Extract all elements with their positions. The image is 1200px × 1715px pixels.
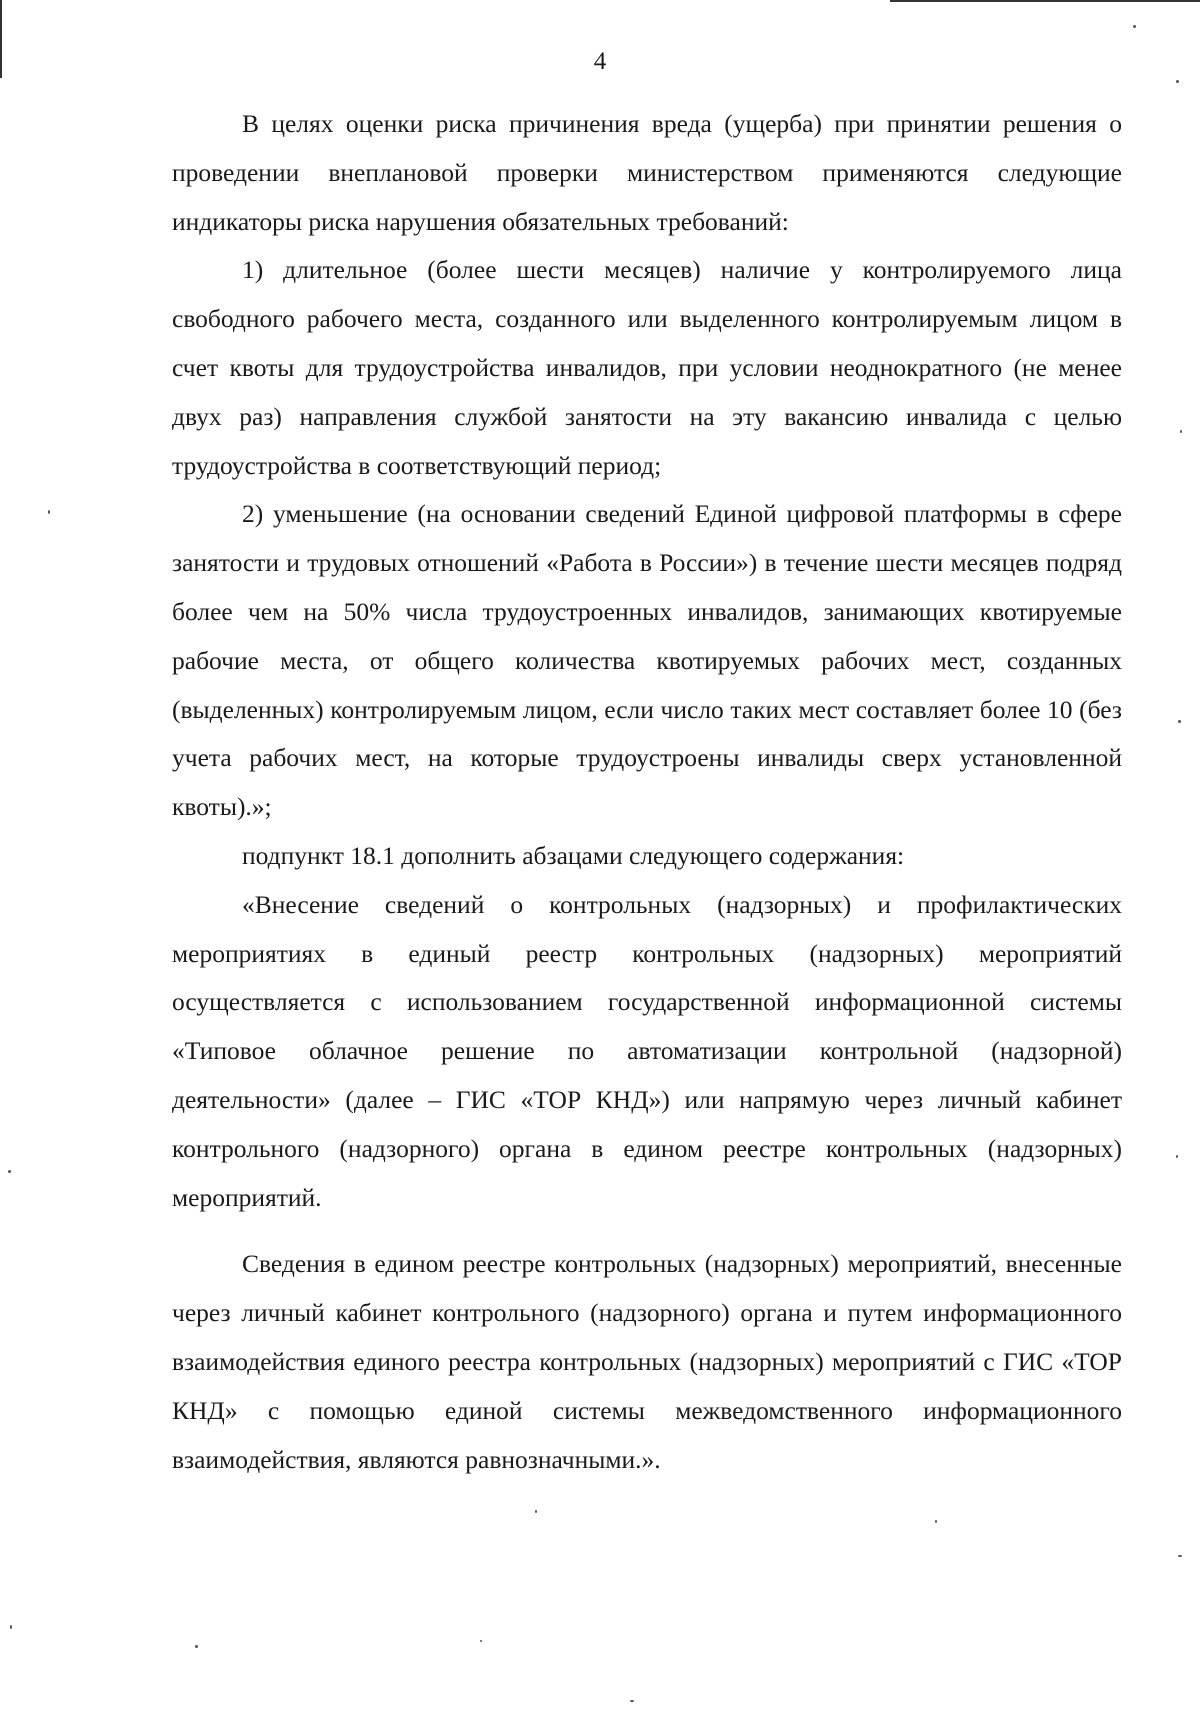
- scan-speck: [1176, 1155, 1178, 1158]
- scan-speck: [10, 1625, 12, 1629]
- scan-edge-top: [890, 0, 1200, 2]
- scan-speck: [935, 1520, 937, 1523]
- scan-speck: [8, 1170, 11, 1173]
- paragraph-equivalence: Сведения в едином реестре контрольных (надзорных) мероприятий, внесенные через личный кабинет контрольного (надзорного) органа и путем информационного взаимодействия единого реестра контрольных (надзорных) мероприятий с ГИС «ТОР КНД» с помощью единой системы межведомственного информационного взаимодействия, являются равнозначными.».: [172, 1249, 1122, 1474]
- scan-speck: [480, 1640, 482, 1642]
- scan-speck: [1180, 430, 1182, 433]
- scan-speck: [48, 510, 50, 514]
- scan-speck: [1178, 720, 1181, 723]
- scan-speck: [1133, 25, 1136, 28]
- document-body: [172, 100, 1122, 1484]
- page-number: 4: [593, 48, 607, 75]
- scan-speck: [535, 1510, 537, 1513]
- scan-speck: [630, 1700, 634, 1702]
- scan-speck: [1178, 1555, 1182, 1557]
- paragraph-registry-entry: «Внесение сведений о контрольных (надзорных) и профилактических мероприятиях в единый реестр контрольных (надзорных) мероприятий осуществляется с использованием государственной информационной системы «Типовое облачное решение по автоматизации контрольной (надзорной) деятельности» (далее – ГИС «ТОР КНД») или напрямую через личный кабинет контрольного (надзорного) органа в едином реестре контрольных (надзорных) мероприятий.: [172, 889, 1122, 1212]
- scan-speck: [1176, 80, 1179, 83]
- paragraph-indicator-1: 1) длительное (более шести месяцев) наличие у контролируемого лица свободного рабочего места, созданного или выделенного контролируемым лицом в счет квоты для трудоустройства инвалидов, при условии неоднократного (не менее двух раз) направления службой занятости на эту вакансию инвалида с целью трудоустройства в соответствующий период;: [172, 255, 1122, 480]
- paragraph-indicator-2: 2) уменьшение (на основании сведений Единой цифровой платформы в сфере занятости и трудовых отношений «Работа в России») в течение шести месяцев подряд более чем на 50% числа трудоустроенных инвалидов, занимающих квотируемые рабочие места, от общего количества квотируемых рабочих мест, созданных (выделенных) контролируемым лицом, если число таких мест составляет более 10 (без учета рабочих мест, на которые трудоустроены инвалиды сверх установленной квоты).»;: [172, 499, 1122, 822]
- paragraph-risk-indicators-intro: В целях оценки риска причинения вреда (ущерба) при принятии решения о проведении внеплановой проверки министерством применяются следующие индикаторы риска нарушения обязательных требований:: [172, 109, 1122, 236]
- scan-speck: [195, 1645, 198, 1648]
- paragraph-subclause-18-1: подпункт 18.1 дополнить абзацами следующего содержания:: [242, 840, 905, 870]
